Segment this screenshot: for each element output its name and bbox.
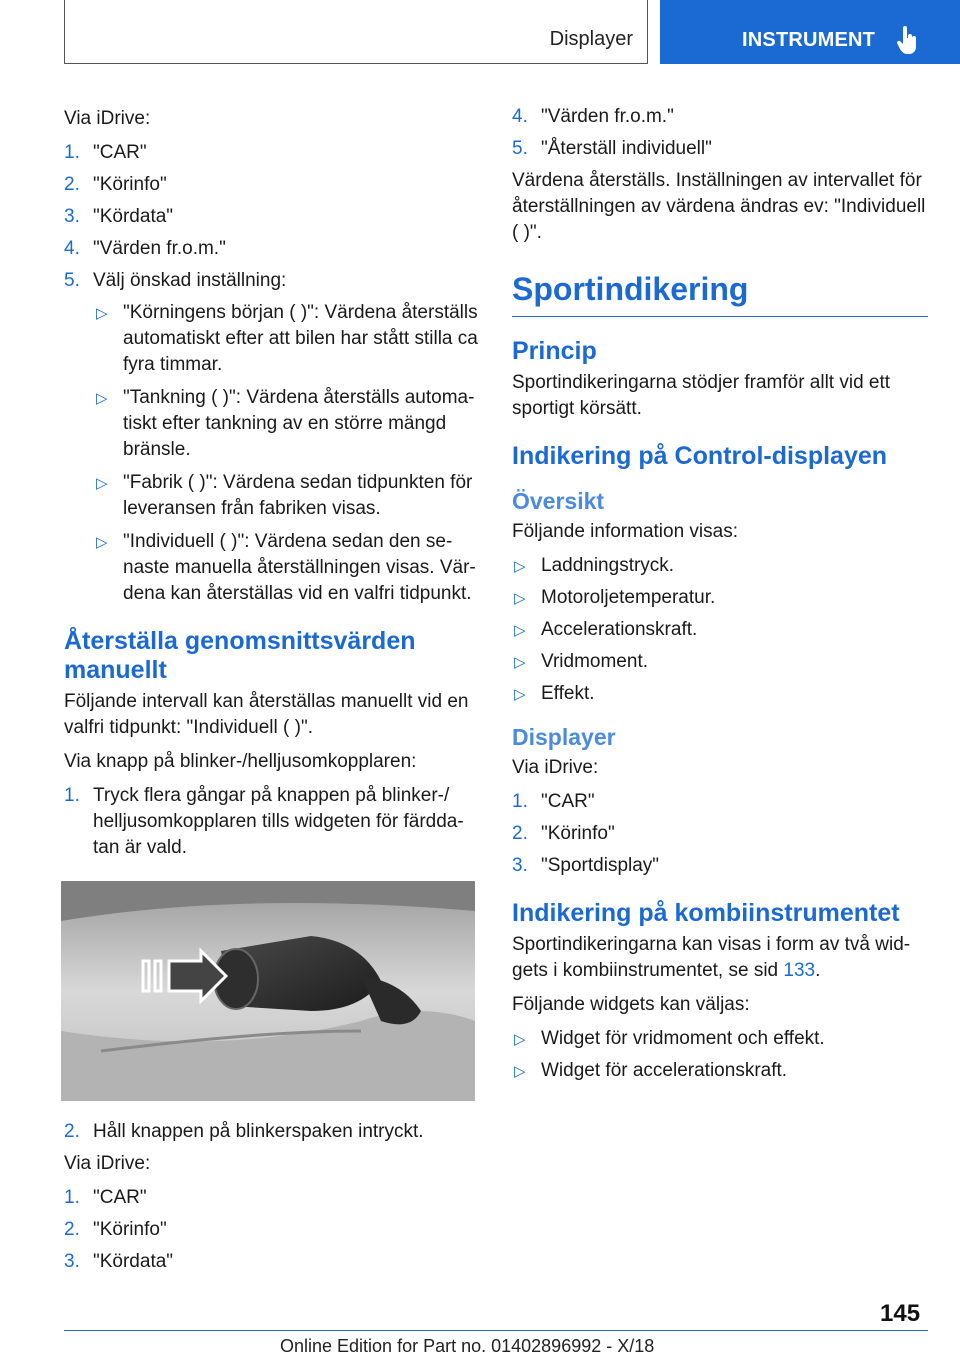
section-heading: Återställa genomsnittsvärden manuellt bbox=[64, 627, 416, 684]
setting-options bbox=[93, 300, 478, 607]
page-reference-link[interactable]: 133 bbox=[783, 960, 816, 981]
paragraph: Sportindikeringarna stödjer framför allt vid ett sportigt körsätt. bbox=[512, 372, 891, 419]
triangle-bullet-icon: ▷ bbox=[514, 686, 526, 703]
hand-pointer-icon bbox=[896, 26, 920, 56]
list-item: ▷ Accelerationskraft. bbox=[512, 617, 928, 643]
via-idrive-label: Via iDrive: bbox=[64, 108, 151, 129]
triangle-bullet-icon: ▷ bbox=[96, 305, 108, 322]
list-item: ▷ Widget för vridmoment och effekt. bbox=[512, 1026, 928, 1052]
edition-note: Online Edition for Part no. 01402896992 - X/18 bbox=[280, 1336, 655, 1356]
list-item: 1. "CAR" bbox=[64, 1187, 147, 1208]
triangle-bullet-icon: ▷ bbox=[96, 475, 108, 492]
list-item: 2. "Körinfo" bbox=[64, 174, 167, 195]
list-item: ▷ "Tankning ( )": Värdena återställs automa- tiskt efter tankning av en större mängd bränsle. bbox=[96, 387, 475, 460]
list-item: 2. "Körinfo" bbox=[512, 823, 615, 844]
list-item: ▷ Motoroljetemperatur. bbox=[512, 585, 928, 611]
paragraph: Följande intervall kan återställas manuellt vid en valfri tidpunkt: "Individuell ( )". bbox=[64, 691, 469, 738]
header-section-box bbox=[64, 0, 648, 64]
list-item: ▷ "Fabrik ( )": Värdena sedan tidpunkten för leveransen från fabriken visas. bbox=[96, 472, 473, 519]
info-list bbox=[512, 553, 928, 707]
subsection-heading: Displayer bbox=[512, 724, 616, 750]
list-item: 1. "CAR" bbox=[64, 142, 147, 163]
paragraph: Följande widgets kan väljas: bbox=[512, 994, 750, 1015]
page-number: 145 bbox=[880, 1300, 921, 1327]
list-item: ▷ Laddningstryck. bbox=[512, 553, 928, 579]
turn-signal-lever-figure bbox=[61, 881, 475, 1101]
triangle-bullet-icon: ▷ bbox=[96, 390, 108, 407]
section-heading: Princip bbox=[512, 337, 597, 365]
list-item: 1. Tryck flera gångar på knappen på blinker-/ helljusomkopplaren tills widgeten för färdda- tan är vald. bbox=[64, 785, 464, 858]
via-idrive-label: Via iDrive: bbox=[512, 757, 599, 778]
paragraph: Sportindikeringarna kan visas i form av två wid- gets i kombiinstrumentet, se sid 133. bbox=[512, 934, 911, 981]
triangle-bullet-icon: ▷ bbox=[514, 1031, 526, 1048]
list-item: ▷ "Individuell ( )": Värdena sedan den se- naste manuella återställningen visas. Vär- dena kan återställas vid en valfri tidpunkt. bbox=[96, 531, 476, 604]
list-item: 3. "Kördata" bbox=[64, 206, 174, 227]
displayer-steps bbox=[512, 789, 928, 879]
triangle-bullet-icon: ▷ bbox=[514, 558, 526, 575]
chapter-tab-label: INSTRUMENT bbox=[742, 29, 876, 51]
list-item: 4. "Värden fr.o.m." bbox=[512, 106, 674, 127]
right-column bbox=[512, 104, 928, 1090]
paragraph: Via knapp på blinker-/helljusomkopplaren: bbox=[64, 751, 417, 772]
list-item: 3. "Kördata" bbox=[64, 1251, 174, 1272]
button-steps bbox=[64, 783, 478, 861]
idrive-steps bbox=[64, 140, 478, 294]
triangle-bullet-icon: ▷ bbox=[514, 590, 526, 607]
chapter-tab[interactable] bbox=[660, 0, 960, 64]
list-item: ▷ Effekt. bbox=[512, 681, 928, 707]
idrive-steps-2 bbox=[64, 1185, 478, 1275]
via-idrive-label: Via iDrive: bbox=[64, 1153, 151, 1174]
section-heading: Indikering på kombiinstrumentet bbox=[512, 899, 900, 927]
paragraph: Följande information visas: bbox=[512, 521, 738, 542]
list-item: 5. Välj önskad inställning: bbox=[64, 270, 287, 291]
paragraph: Värdena återställs. Inställningen av intervallet för återställningen av värdena ändras ev: "Individuell ( )". bbox=[512, 170, 926, 243]
list-item: ▷ Widget för accelerationskraft. bbox=[512, 1058, 928, 1084]
section-title: Displayer bbox=[549, 28, 633, 50]
idrive-steps-continued bbox=[512, 104, 928, 162]
list-item: 3. "Sportdisplay" bbox=[512, 855, 660, 876]
triangle-bullet-icon: ▷ bbox=[514, 654, 526, 671]
list-item: 2. "Körinfo" bbox=[64, 1219, 167, 1240]
list-item: 2. Håll knappen på blinkerspaken intryckt. bbox=[64, 1121, 424, 1142]
triangle-bullet-icon: ▷ bbox=[96, 534, 108, 551]
triangle-bullet-icon: ▷ bbox=[514, 622, 526, 639]
list-item: 1. "CAR" bbox=[512, 791, 595, 812]
list-item: ▷ Vridmoment. bbox=[512, 649, 928, 675]
list-item: 4. "Värden fr.o.m." bbox=[64, 238, 226, 259]
footer-divider bbox=[64, 1330, 928, 1331]
subsection-heading: Översikt bbox=[512, 488, 605, 514]
list-item: 5. "Återställ individuell" bbox=[512, 138, 712, 159]
lever-illustration bbox=[61, 881, 475, 1101]
triangle-bullet-icon: ▷ bbox=[514, 1063, 526, 1080]
chapter-heading: Sportindikering bbox=[512, 270, 928, 317]
button-steps-continued bbox=[64, 1119, 478, 1145]
section-heading: Indikering på Control-displayen bbox=[512, 442, 888, 470]
widget-list bbox=[512, 1026, 928, 1084]
list-item: ▷ "Körningens början ( )": Värdena återställs automatiskt efter att bilen har stått stilla ca fyra timmar. bbox=[96, 302, 478, 375]
left-column bbox=[64, 106, 478, 1281]
